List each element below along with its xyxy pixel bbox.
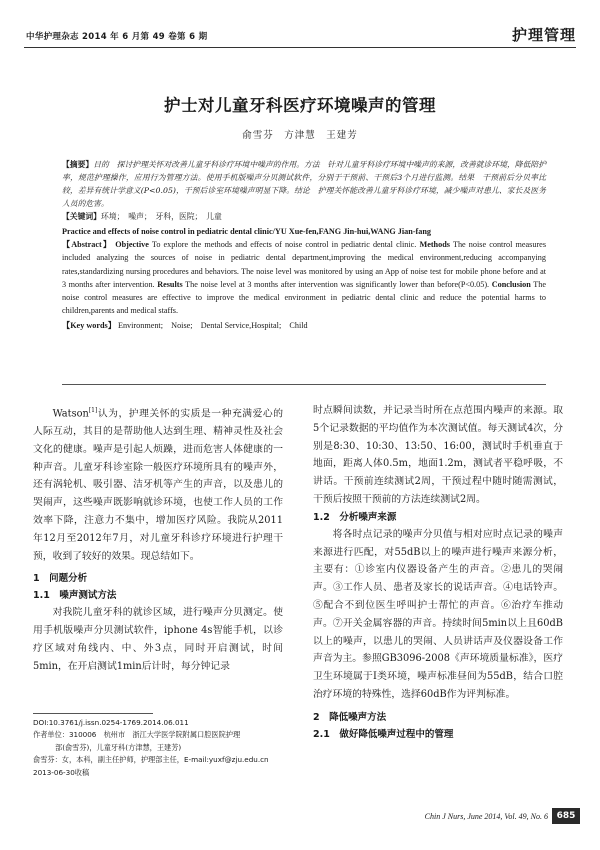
abstract-cn-label: 【摘要】 [62, 160, 94, 169]
article-authors: 俞雪芬 方津慧 王建芳 [242, 130, 358, 141]
intro-paragraph [33, 402, 283, 565]
footnote-author-info: 俞雪芬：女，本科，副主任护师，护理部主任，E-mail:yuxf@zju.edu.cn [33, 755, 269, 765]
abstract-rule [62, 384, 546, 385]
keywords-cn-label: 【关键词】 [62, 212, 101, 221]
body-column-left [33, 402, 283, 676]
running-head: 中华护理杂志 2014 年 6 月第 49 卷第 6 期 [26, 32, 208, 42]
paragraph-1-1-cont: 时点瞬间读数，并记录当时所在点范围内噪声的来源。取5个记录数据的平均值作为本次测试值。每天测试4次，分别是8:30、10:30、13:50、16:00，测试时手机垂直于地面，距离人体0.5m，地面1.2m，测试者平稳呼吸，不讲话。干预前连续测试2周，干预过程中随时随需测试，干预后按照干预前的方法连续测试2周。 [313, 405, 563, 505]
footnote [33, 717, 283, 779]
footer-journal: Chin J Nurs, June 2014, Vol. 49, No. 6 [424, 812, 548, 821]
keywords-en-label: 【Key words】 [62, 320, 116, 330]
objective-label: Objective [115, 240, 149, 249]
conclusion-text: The noise control measures are effective to improve the medical environment in pediatric dental clinic and reduce the potential harms to children,parents and medical staffs. [62, 279, 547, 316]
page-number: 685 [552, 808, 580, 824]
footnote-unit: 作者单位：310006 杭州市 浙江大学医学院附属口腔医院护理 [33, 730, 241, 740]
body-column-right [313, 402, 563, 743]
abstract-en-label: 【Abstract】 [62, 240, 113, 249]
keywords-cn [62, 210, 546, 223]
objective-text: To explore the methods and effects of noise control in pediatric dental clinic. [151, 240, 417, 249]
article-title: 护士对儿童牙科医疗环境噪声的管理 [164, 96, 436, 115]
keywords-cn-text: 环境； 噪声； 牙科，医院； 儿童 [100, 212, 222, 221]
footnote-rule [33, 713, 153, 714]
header-rule [24, 47, 576, 48]
keywords-en-text: Environment; Noise; Dental Service,Hospital; Child [117, 320, 308, 330]
keywords-en [62, 319, 546, 332]
conclusion-label: Conclusion [491, 279, 531, 289]
abstract-en [62, 238, 546, 318]
heading-1: 1 问题分析 [33, 573, 88, 585]
paragraph-1-2: 将各时点记录的噪声分贝值与相对应时点记录的噪声来源进行匹配，对55dB以上的噪声进行噪声来源分析，主要有：①诊室内仪器设备产生的声音。②患儿的哭闹声。③工作人员、患者及家长的说话声音。④电话铃声。⑤配合不到位医生呼叫护士帮忙的声音。⑥治疗车推动声。⑦开关金属容器的声音。持续时间5min以上且60dB以上的噪声，以患儿的哭闹、人员讲话声及仪器设备工作声音为主。参照GB3096-2008《声环境质量标准》，医疗卫生环境属于Ⅰ类环境，噪声标准昼间为55dB，结合口腔治疗环境的特殊性，选择60dB作为评判标准。 [313, 528, 563, 700]
intro-text: 认为，护理关怀的实质是一种充满爱心的人际互动，其目的是帮助他人达到生理、精神灵性及社会文化的健康。噪声是引起人烦躁，进而危害人体健康的一种声音。儿童牙科诊室除一般医疗环境所具有的噪声外，还有涡轮机、吸引器、洁牙机等产生的声音，以及患儿的哭闹声，这些噪声既影响就诊环境，也使工作人员的工作效率下降，注意力不集中，增加医疗风险。我院从2011年12月至2012年7月，对儿童牙科诊疗环境进行护理干预，收到了较好的效果。现总结如下。 [33, 408, 283, 562]
abstract-block [62, 158, 546, 332]
abstract-cn-text: 目的 探讨护理关怀对改善儿童牙科诊疗环境中噪声的作用。方法 针对儿童牙科诊疗环境中噪声的来源，改善就诊环境，降低陪护率，规范护理操作，应用行为管理方法。使用手机版噪声分贝测试软件，分别于干预前、干预后3个月进行监测。结果 干预前后分贝率比较，差异有统计学意义(P<0.05)，干预后诊室环境噪声明显下降。结论 护理关怀能改善儿童牙科诊疗环境，减少噪声对患儿、家长及医务人员的危害。 [62, 160, 547, 208]
methods-label: Methods [419, 240, 450, 249]
results-label: Results [157, 279, 183, 289]
methods-text: The noise control measures included analyzing the sources of noise in pediatric dental department,improving the medical environment,reducing accompanying rates,standardizing nursing procedures and behaviors. The noise level was monitored by using an App of noise test for mobile phone before and at 3 months after intervention. [62, 240, 546, 289]
heading-2: 2 降低噪声方法 [313, 711, 387, 723]
footnote-unit-cont: 部(俞雪芬)，儿童牙科(方津慧，王建芳) [55, 742, 182, 752]
intro-reference: [1] [88, 407, 98, 414]
results-text: The noise level at 3 months after intervention was significantly lower than before(P<0.05). [185, 279, 490, 289]
footnote-received: 2013-06-30收稿 [33, 767, 90, 777]
section-tag: 护理管理 [511, 26, 576, 44]
heading-1-1: 1.1 噪声测试方法 [33, 590, 117, 602]
footnote-doi: DOI:10.3761/j.issn.0254-1769.2014.06.011 [33, 718, 189, 727]
intro-author: Watson [52, 408, 89, 420]
heading-2-1: 2.1 做好降低噪声过程中的管理 [313, 728, 454, 740]
heading-1-2: 1.2 分析噪声来源 [313, 511, 397, 523]
paragraph-1-1: 对我院儿童牙科的就诊区域，进行噪声分贝测定。使用手机版噪声分贝测试软件，iphone 4s智能手机，以诊疗区域对角线内、中、外3点，同时开启测试，时间5min，在开启测试1min后计时，每分钟记录 [33, 607, 283, 672]
abstract-cn [62, 158, 546, 210]
english-title: Practice and effects of noise control in pediatric dental clinic/YU Xue-fen,FANG Jin-hui,WANG Jian-fang [62, 227, 432, 236]
